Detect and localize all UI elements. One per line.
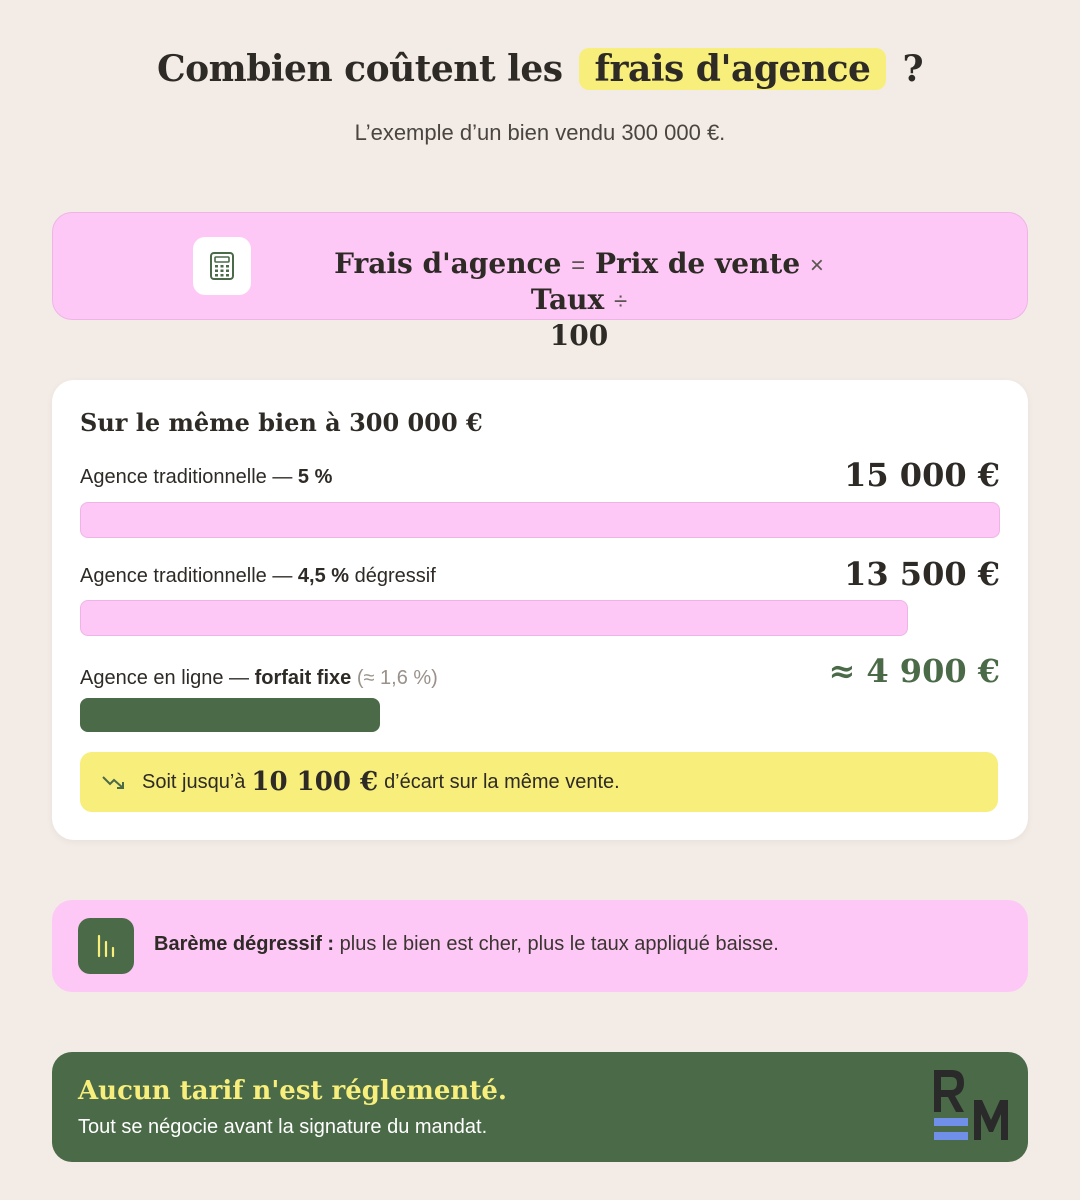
trending-down-icon xyxy=(102,774,126,790)
row-label-rate: forfait fixe xyxy=(254,667,352,689)
title-highlight: frais d'agence xyxy=(579,48,887,90)
bar-track-traditional-4-5 xyxy=(80,600,1000,636)
row-label-suffix: (≈ 1,6 %) xyxy=(356,667,438,689)
page-subtitle: L’exemple d’un bien vendu 300 000 €. xyxy=(354,120,726,145)
formula-card xyxy=(52,212,1028,352)
bar-chart-icon xyxy=(78,918,134,974)
savings-callout xyxy=(80,752,998,812)
bar-traditional-5 xyxy=(80,502,1000,538)
formula-term-rate: Taux xyxy=(530,283,605,316)
formula-term-fees: Frais d'agence xyxy=(334,247,562,280)
row-label-rate: 5 % xyxy=(297,466,333,488)
row-label-traditional-5 xyxy=(80,466,332,489)
row-amount-online: ≈ 4 900 € xyxy=(828,652,1000,690)
bar-track-online xyxy=(80,698,1000,734)
formula-divide: ÷ xyxy=(613,288,628,315)
row-amount-traditional-5: 15 000 € xyxy=(844,456,1000,494)
callout-text-before: Soit jusqu’à xyxy=(142,770,246,793)
note-body: plus le bien est cher, plus le taux appliqué baisse. xyxy=(339,933,779,955)
bar-track-traditional-5 xyxy=(80,502,1000,538)
formula-times: × xyxy=(809,252,824,279)
regulation-banner xyxy=(52,1052,1028,1162)
row-label-traditional-4-5 xyxy=(80,565,436,588)
title-text: Combien coûtent les xyxy=(156,48,563,90)
row-amount-traditional-4-5: 13 500 € xyxy=(844,555,1000,593)
banner-subtitle: Tout se négocie avant la signature du mandat. xyxy=(78,1116,488,1138)
rm-logo xyxy=(930,1066,1012,1146)
formula-equals: = xyxy=(571,252,586,279)
bar-traditional-4-5 xyxy=(80,600,908,636)
calculator-icon xyxy=(193,237,251,295)
row-label-rate: 4,5 % xyxy=(297,565,350,587)
page-title xyxy=(0,48,1080,90)
row-label-online xyxy=(80,664,460,692)
callout-text-after: d’écart sur la même vente. xyxy=(384,770,620,793)
callout-number: 10 100 € xyxy=(251,767,379,797)
sliding-scale-note xyxy=(52,900,1028,992)
formula-text xyxy=(293,247,865,353)
comparison-title: Sur le même bien à 300 000 € xyxy=(80,408,483,437)
row-label-prefix: Agence traditionnelle — xyxy=(80,466,293,488)
note-text xyxy=(154,933,779,956)
note-bold: Barème dégressif : xyxy=(154,933,335,955)
row-label-prefix: Agence en ligne — xyxy=(80,667,250,689)
formula-term-price: Prix de vente xyxy=(594,247,801,280)
banner-title: Aucun tarif n'est réglementé. xyxy=(78,1076,507,1106)
title-question-mark: ? xyxy=(902,48,924,90)
comparison-card xyxy=(52,380,1028,840)
bar-online xyxy=(80,698,380,732)
row-label-prefix: Agence traditionnelle — xyxy=(80,565,293,587)
formula-term-hundred: 100 xyxy=(549,319,609,352)
row-label-suffix: dégressif xyxy=(354,565,436,587)
